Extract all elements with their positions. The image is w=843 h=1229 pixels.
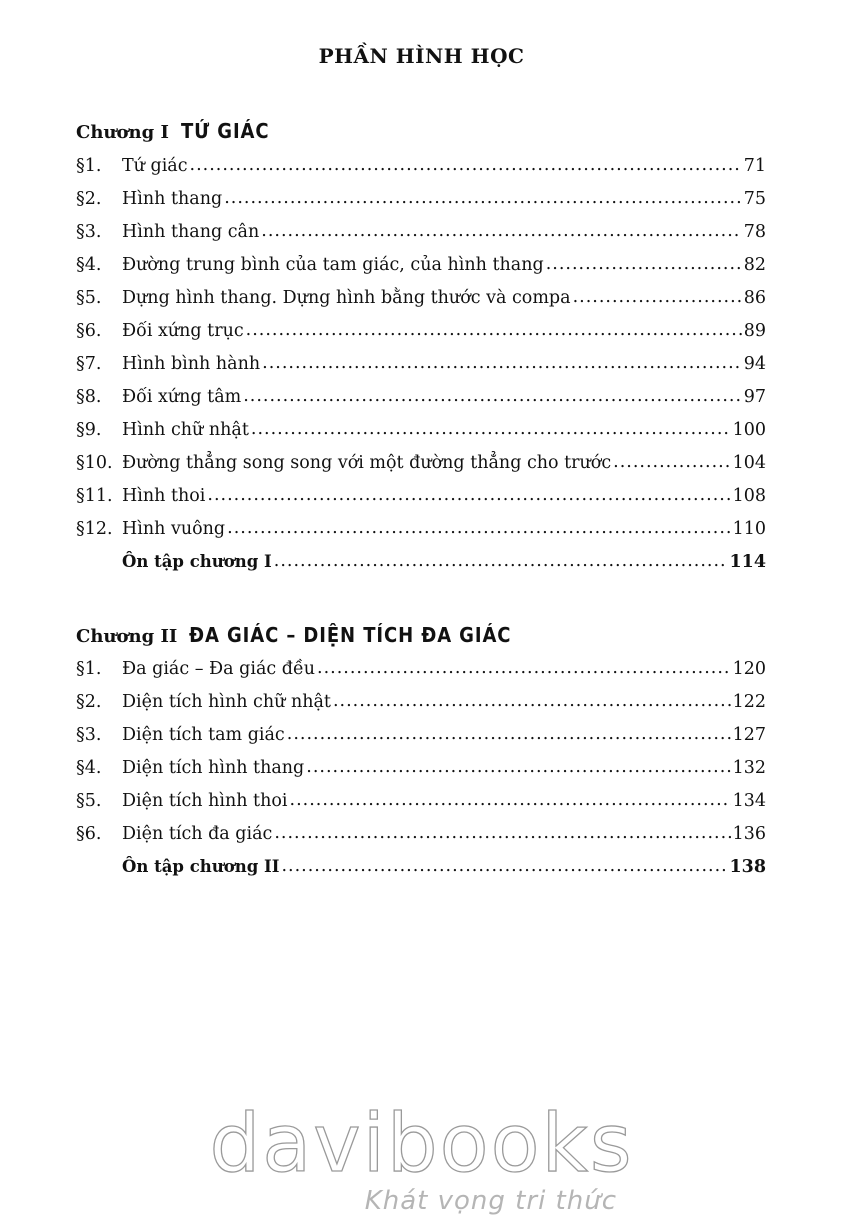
watermark-logo: davibooks [209,1097,634,1190]
dot-leader [573,287,742,307]
toc-entry-title: Diện tích tam giác [122,725,285,745]
toc-entry[interactable] [76,255,766,288]
chapter-1-heading [76,119,279,149]
toc-entry-title: Đường trung bình của tam giác, của hình thang [122,255,544,275]
chapter-2-toc [76,659,766,890]
toc-entry-title: Dựng hình thang. Dựng hình bằng thước và compa [122,288,571,308]
toc-entry-number: §8. [76,387,102,407]
toc-entry-number: §5. [76,791,102,811]
toc-entry-title: Hình bình hành [122,354,261,374]
toc-entry-number: §1. [76,156,102,176]
toc-entry-page: 71 [743,156,766,176]
toc-entry-page: 82 [743,255,766,275]
dot-leader [190,155,742,175]
watermark-slogan: Khát vọng tri thức [364,1186,617,1216]
toc-review-page: 138 [729,857,766,877]
dot-leader [274,823,730,843]
toc-entry-number: §4. [76,255,102,275]
toc-entry-title: Diện tích hình chữ nhật [122,692,331,712]
dot-leader [281,856,727,876]
toc-entry-page: 86 [743,288,766,308]
toc-review-title: Ôn tập chương II [122,857,280,876]
dot-leader [246,320,742,340]
toc-entry-title: Hình vuông [122,519,226,539]
toc-entry[interactable] [76,758,766,791]
toc-entry[interactable] [76,725,766,758]
toc-entry-page: 94 [743,354,766,374]
toc-entry-page: 132 [732,758,766,778]
dot-leader [243,386,741,406]
toc-entry[interactable] [76,453,766,486]
toc-entry[interactable] [76,486,766,519]
chapter-1-toc [76,156,766,585]
toc-entry-page: 78 [743,222,766,242]
page-title: PHẦN HÌNH HỌC [318,44,525,68]
toc-entry-title: Tứ giác [122,156,188,176]
toc-entry[interactable] [76,156,766,189]
dot-leader [290,790,731,810]
dot-leader [261,221,741,241]
toc-entry[interactable] [76,692,766,725]
dot-leader [546,254,742,274]
dot-leader [274,551,728,571]
toc-entry-page: 120 [732,659,766,679]
toc-entry[interactable] [76,519,766,552]
toc-entry-title: Đối xứng tâm [122,387,242,407]
toc-entry-number: §2. [76,692,102,712]
dot-leader [251,419,731,439]
dot-leader [262,353,742,373]
toc-review-entry[interactable] [76,552,766,585]
toc-entry-page: 110 [732,519,766,539]
toc-entry-number: §3. [76,725,102,745]
toc-entry[interactable] [76,189,766,222]
dot-leader [333,691,731,711]
toc-entry-title: Diện tích hình thang [122,758,305,778]
toc-entry-number: §6. [76,824,102,844]
toc-entry[interactable] [76,791,766,824]
chapter-1-label: Chương I [76,122,169,143]
toc-entry-page: 134 [732,791,766,811]
chapter-2-name: ĐA GIÁC – DIỆN TÍCH ĐA GIÁC [189,623,512,647]
toc-review-entry[interactable] [76,857,766,890]
dot-leader [224,188,742,208]
toc-entry-number: §10. [76,453,113,473]
toc-entry-page: 97 [743,387,766,407]
dot-leader [207,485,730,505]
chapter-1-name: TỨ GIÁC [180,119,270,143]
dot-leader [306,757,730,777]
toc-entry-number: §11. [76,486,113,506]
toc-entry-title: Đường thẳng song song với một đường thẳng cho trước [122,453,612,473]
toc-entry[interactable] [76,659,766,692]
toc-review-page: 114 [729,552,766,572]
toc-entry-number: §4. [76,758,102,778]
toc-entry[interactable] [76,387,766,420]
dot-leader [227,518,730,538]
chapter-2-label: Chương II [76,626,178,647]
toc-entry[interactable] [76,288,766,321]
toc-entry-page: 108 [732,486,766,506]
toc-entry-number: §6. [76,321,102,341]
toc-entry-number: §2. [76,189,102,209]
toc-entry-page: 104 [732,453,766,473]
dot-leader [287,724,731,744]
toc-entry[interactable] [76,824,766,857]
toc-entry-page: 89 [743,321,766,341]
toc-entry[interactable] [76,222,766,255]
toc-entry-title: Hình thang cân [122,222,260,242]
toc-entry-title: Hình chữ nhật [122,420,249,440]
toc-entry-title: Diện tích hình thoi [122,791,288,811]
watermark [0,1098,843,1229]
toc-entry-title: Đa giác – Đa giác đều [122,659,315,679]
toc-entry[interactable] [76,420,766,453]
toc-entry-page: 122 [732,692,766,712]
toc-entry-page: 127 [732,725,766,745]
dot-leader [317,658,731,678]
toc-entry-title: Đối xứng trục [122,321,244,341]
toc-entry-number: §7. [76,354,102,374]
toc-entry-number: §5. [76,288,102,308]
toc-entry-number: §9. [76,420,102,440]
toc-entry-page: 75 [743,189,766,209]
toc-review-title: Ôn tập chương I [122,552,272,571]
toc-entry-title: Hình thoi [122,486,206,506]
dot-leader [613,452,730,472]
chapter-2-heading [76,623,548,653]
toc-entry-number: §1. [76,659,102,679]
toc-entry-number: §3. [76,222,102,242]
toc-entry[interactable] [76,354,766,387]
toc-entry-page: 100 [732,420,766,440]
toc-entry-title: Hình thang [122,189,223,209]
toc-entry-number: §12. [76,519,113,539]
toc-entry-page: 136 [732,824,766,844]
toc-entry[interactable] [76,321,766,354]
toc-entry-title: Diện tích đa giác [122,824,273,844]
